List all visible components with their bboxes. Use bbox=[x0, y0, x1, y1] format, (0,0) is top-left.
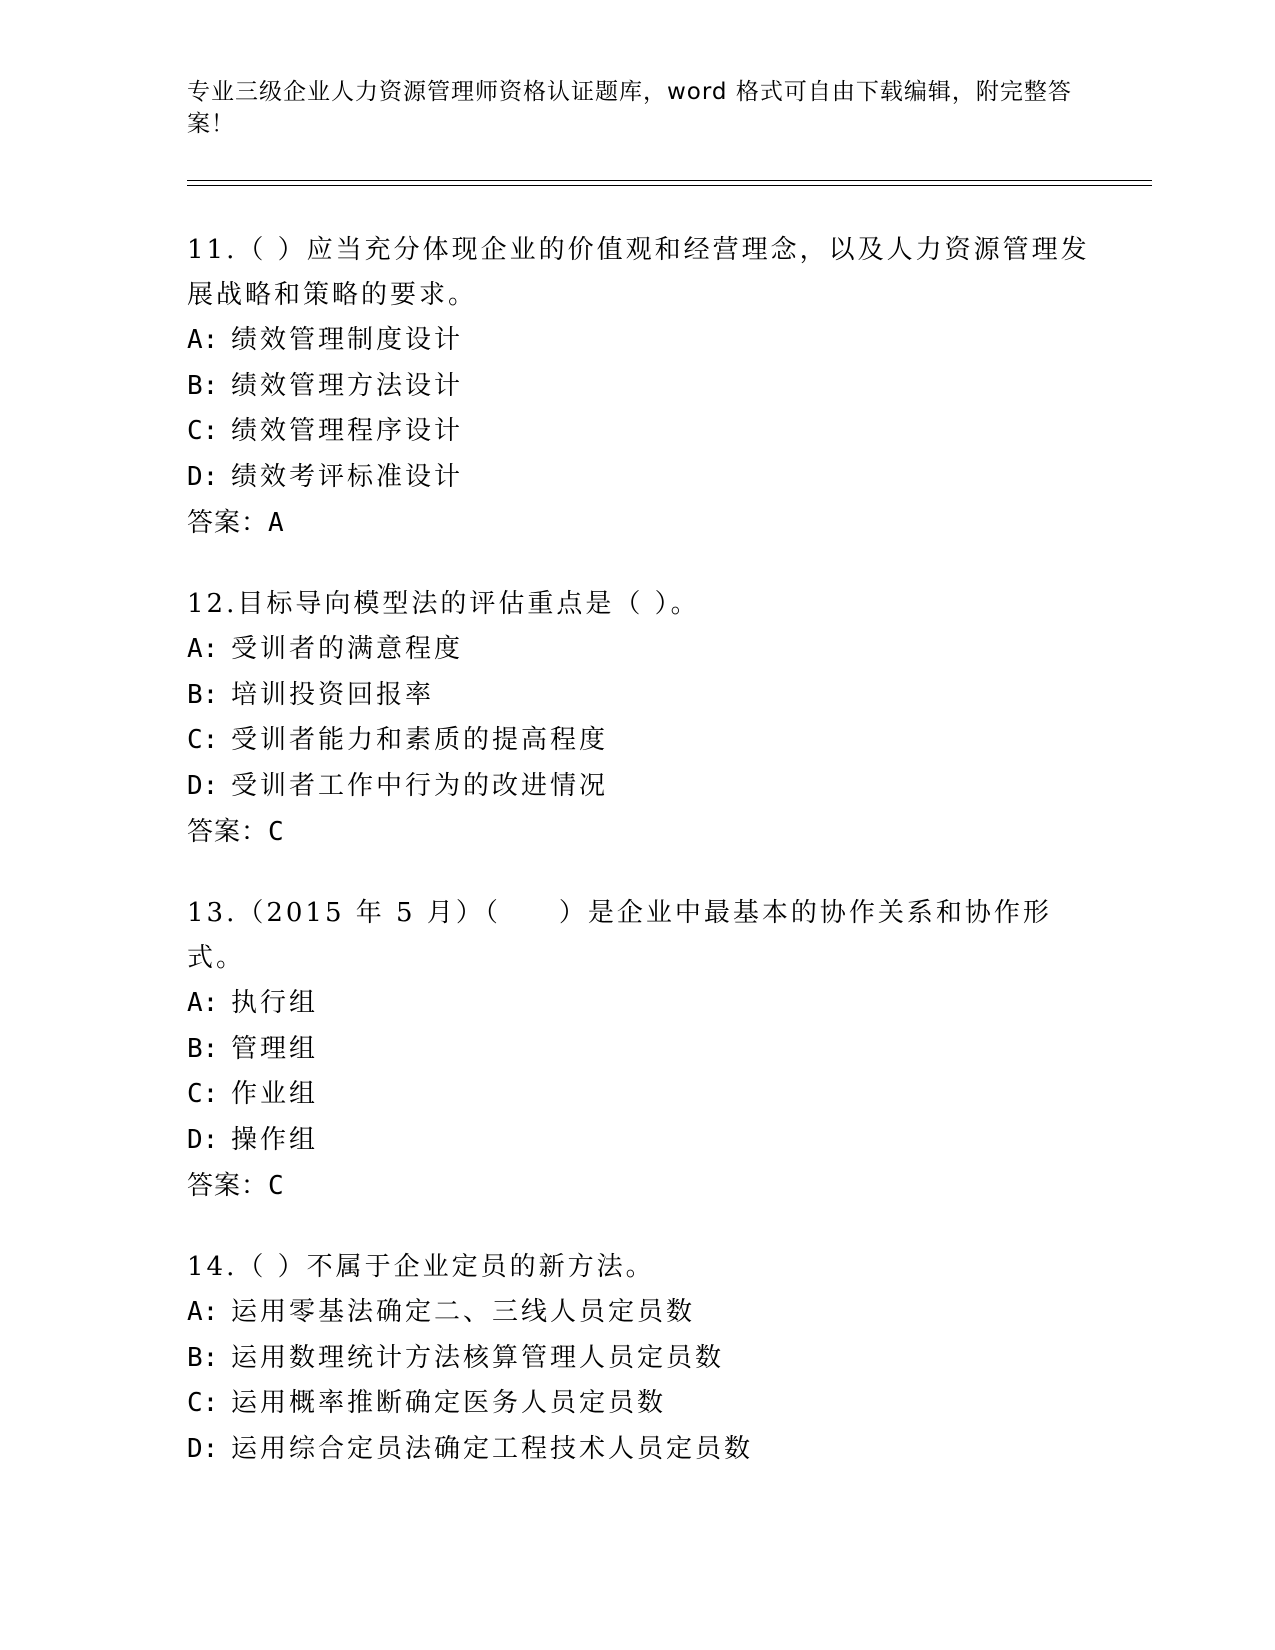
option-c bbox=[187, 718, 1107, 764]
answer-label: 答案： bbox=[187, 508, 269, 538]
option-text: 作业组 bbox=[231, 1079, 319, 1109]
option-letter: D: bbox=[187, 1124, 219, 1155]
question-13 bbox=[187, 891, 1107, 1209]
option-letter: C: bbox=[187, 725, 219, 755]
option-letter: C: bbox=[187, 1388, 219, 1418]
option-c bbox=[187, 1072, 1107, 1118]
answer-label: 答案： bbox=[187, 1171, 269, 1201]
option-letter: D: bbox=[187, 770, 219, 801]
option-text: 操作组 bbox=[231, 1124, 319, 1155]
question-stem: 11.（ ）应当充分体现企业的价值观和经营理念，以及人力资源管理发展战略和策略的要求。 bbox=[187, 235, 1090, 310]
answer-value: C bbox=[268, 817, 285, 847]
option-text: 受训者的满意程度 bbox=[231, 634, 464, 664]
option-b bbox=[187, 1336, 1107, 1382]
option-text: 绩效考评标准设计 bbox=[231, 461, 464, 492]
answer-label: 答案： bbox=[187, 817, 269, 847]
option-b bbox=[187, 1027, 1107, 1073]
option-text: 执行组 bbox=[231, 988, 319, 1018]
option-letter: C: bbox=[187, 1079, 219, 1109]
option-letter: D: bbox=[187, 461, 219, 492]
header-divider-bottom bbox=[187, 185, 1152, 186]
option-letter: B: bbox=[187, 370, 219, 401]
option-d bbox=[187, 455, 1107, 501]
question-12 bbox=[187, 582, 1107, 855]
option-b bbox=[187, 364, 1107, 410]
option-a bbox=[187, 627, 1107, 673]
answer-line bbox=[187, 809, 1107, 855]
option-letter: B: bbox=[187, 679, 219, 710]
option-text: 绩效管理制度设计 bbox=[231, 325, 464, 355]
option-text: 运用综合定员法确定工程技术人员定员数 bbox=[231, 1433, 754, 1464]
question-14 bbox=[187, 1245, 1107, 1472]
option-d bbox=[187, 764, 1107, 810]
option-text: 绩效管理方法设计 bbox=[231, 370, 464, 401]
option-text: 绩效管理程序设计 bbox=[231, 416, 464, 446]
option-d bbox=[187, 1427, 1107, 1473]
option-letter: A: bbox=[187, 1297, 219, 1327]
option-letter: B: bbox=[187, 1342, 219, 1373]
question-list bbox=[187, 228, 1107, 1508]
option-d bbox=[187, 1118, 1107, 1164]
option-a bbox=[187, 981, 1107, 1027]
option-text: 受训者工作中行为的改进情况 bbox=[231, 770, 609, 801]
answer-line bbox=[187, 1163, 1107, 1209]
option-letter: D: bbox=[187, 1433, 219, 1464]
option-text: 培训投资回报率 bbox=[231, 679, 435, 710]
question-stem: 13.（2015 年 5 月）（ ）是企业中最基本的协作关系和协作形式。 bbox=[187, 898, 1052, 973]
option-letter: B: bbox=[187, 1033, 219, 1064]
question-stem: 14.（ ）不属于企业定员的新方法。 bbox=[187, 1252, 655, 1282]
option-letter: A: bbox=[187, 325, 219, 355]
option-text: 运用数理统计方法核算管理人员定员数 bbox=[231, 1342, 725, 1373]
answer-value: A bbox=[268, 508, 285, 538]
header-divider-top bbox=[187, 180, 1152, 181]
option-letter: C: bbox=[187, 416, 219, 446]
question-stem: 12.目标导向模型法的评估重点是（ ）。 bbox=[187, 589, 700, 619]
option-letter: A: bbox=[187, 988, 219, 1018]
option-a bbox=[187, 1290, 1107, 1336]
answer-line bbox=[187, 500, 1107, 546]
question-11 bbox=[187, 228, 1107, 546]
option-c bbox=[187, 1381, 1107, 1427]
option-text: 运用概率推断确定医务人员定员数 bbox=[231, 1388, 667, 1418]
document-header-note: 专业三级企业人力资源管理师资格认证题库，word 格式可自由下载编辑，附完整答案！ bbox=[187, 79, 1072, 137]
option-c bbox=[187, 409, 1107, 455]
option-text: 管理组 bbox=[231, 1033, 319, 1064]
answer-value: C bbox=[268, 1171, 285, 1201]
option-b bbox=[187, 673, 1107, 719]
option-a bbox=[187, 318, 1107, 364]
option-text: 受训者能力和素质的提高程度 bbox=[231, 725, 609, 755]
option-text: 运用零基法确定二、三线人员定员数 bbox=[231, 1297, 696, 1327]
option-letter: A: bbox=[187, 634, 219, 664]
